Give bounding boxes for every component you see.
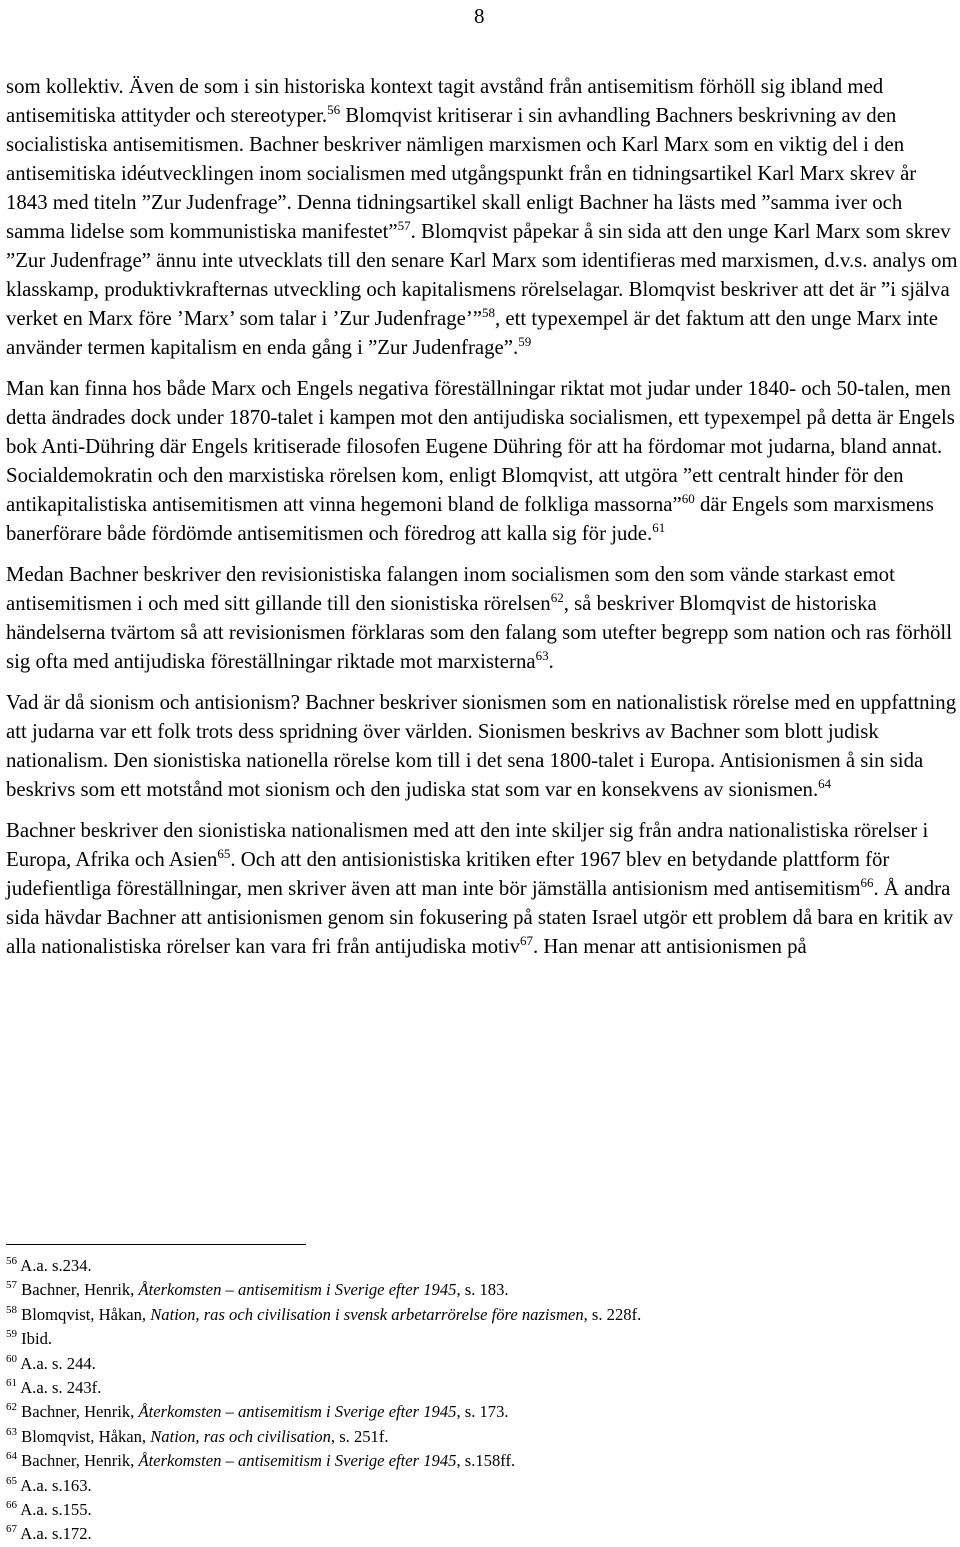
footnote-title: Nation, ras och civilisation i svensk arbetarrörelse före nazismen xyxy=(150,1304,584,1324)
footnote-reference: 66 xyxy=(860,875,874,890)
paragraph-text: Vad är då sionism och antisionism? Bachner beskriver sionismen som en nationalistisk rörelse med en uppfattning att judarna var ett folk trots dess spridning över världen. Sionismen beskrivs av Bachner som blott judisk nationalism. Den sionistiska nationella rörelse kom till i det sena 1800-talet i Europa. Antisionismen å sin sida beskrivs som ett motstånd mot sionism och den judiska stat som var en konsekvens av sionismen. xyxy=(6,691,957,801)
footnote-text: , s.158ff. xyxy=(456,1451,516,1471)
footnote xyxy=(6,1327,956,1351)
paragraph xyxy=(6,374,958,548)
paragraph-text: som kollektiv. Även de som i sin historiska kontext tagit avstånd från antisemitism förhöll sig ibland med antisemitiska attityder och stereotyper. xyxy=(6,75,884,127)
footnote-text: A.a. s.155. xyxy=(17,1500,92,1520)
footnote-reference: 60 xyxy=(681,491,695,506)
footnote-reference: 57 xyxy=(397,218,411,233)
footnote-reference: 59 xyxy=(518,334,532,349)
footnote-text: A.a. s.172. xyxy=(17,1524,92,1544)
footnote xyxy=(6,1400,956,1424)
footnote-number: 62 xyxy=(6,1401,17,1414)
footnote-reference: 67 xyxy=(519,933,533,948)
page-number: 8 xyxy=(474,4,485,28)
footnote xyxy=(6,1498,956,1522)
footnote-reference: 56 xyxy=(327,102,341,117)
footnote xyxy=(6,1522,956,1546)
footnote-text: , s. 251f. xyxy=(330,1426,389,1446)
footnote-text: A.a. s. 243f. xyxy=(17,1378,102,1398)
footnote xyxy=(6,1449,956,1473)
footnote xyxy=(6,1425,956,1449)
footnote-number: 66 xyxy=(6,1499,17,1512)
footnote xyxy=(6,1278,956,1302)
footnote-reference: 62 xyxy=(550,590,564,605)
paragraph-text: Blomqvist kritiserar i sin avhandling Bachners beskrivning av den socialistiska antisemitismen. Bachner beskriver nämligen marxismen och Karl Marx som en viktig del i den antisemitiska idéutvecklingen inom socialismen med utgångspunkt från en tidningsartikel Karl Marx skrev år 1843 med titeln ”Zur Judenfrage”. Denna tidningsartikel skall enligt Bachner ha lästs med ”samma iver och samma lidelse som kommunistiska manifestet” xyxy=(6,104,917,243)
footnotes xyxy=(6,1254,956,1547)
paragraph-text: . Han menar att antisionismen på xyxy=(532,935,807,958)
footnote-text: Ibid. xyxy=(17,1329,53,1349)
paragraph xyxy=(6,816,958,961)
paragraph-text: . xyxy=(548,650,554,673)
footnote-number: 67 xyxy=(6,1523,17,1536)
footnote-text: Bachner, Henrik, xyxy=(17,1402,139,1422)
footnote-text: , s. 173. xyxy=(456,1402,509,1422)
footnote-text: A.a. s.234. xyxy=(17,1256,92,1275)
footnote-number: 60 xyxy=(6,1352,17,1365)
footnote-reference: 58 xyxy=(482,305,495,320)
paragraph-text: , ett typexempel är det faktum att den unge Marx inte använder termen kapitalism en enda gång i ”Zur Judenfrage”. xyxy=(6,307,938,359)
footnote-text: Blomqvist, Håkan, xyxy=(17,1304,151,1324)
footnote-text: Blomqvist, Håkan, xyxy=(17,1426,151,1446)
paragraph-text: Medan Bachner beskriver den revisionistiska falangen inom socialismen som den som vände starkast emot antisemitismen i och med sitt gillande till den sionistiska rörelsen xyxy=(6,563,895,615)
footnote-title: Återkomsten – antisemitism i Sverige efter 1945 xyxy=(138,1402,457,1422)
paragraph-text: Man kan finna hos både Marx och Engels negativa föreställningar riktat mot judar under 1840- och 50-talen, men detta ändrades dock under 1870-talet i kampen mot den antijudiska socialismen, ett typexempel på detta är Engels bok Anti-Dühring där Engels kritiserade filosofen Eugene Dühring för att ha fördomar mot judarna, bland annat. Socialdemokratin och den marxistiska rörelsen kom, enligt Blomqvist, att utgöra ”ett centralt hinder för den antikapitalistiska antisemitismen att vinna hegemoni bland de folkliga massorna” xyxy=(6,377,955,516)
paragraph xyxy=(6,72,958,362)
footnote-text: Bachner, Henrik, xyxy=(17,1451,139,1471)
footnote xyxy=(6,1474,956,1498)
footnote-number: 58 xyxy=(6,1303,17,1316)
footnote-reference: 61 xyxy=(652,520,666,535)
footnote xyxy=(6,1352,956,1376)
paragraph-text: Bachner beskriver den sionistiska nationalismen med att den inte skiljer sig från andra nationalistiska rörelser i Europa, Afrika och Asien xyxy=(6,819,929,871)
footnote xyxy=(6,1254,956,1278)
footnote-reference: 64 xyxy=(818,776,832,791)
footnote-number: 56 xyxy=(6,1255,17,1267)
body-text xyxy=(6,72,958,973)
paragraph xyxy=(6,688,958,804)
footnote-number: 63 xyxy=(6,1425,17,1438)
footnote xyxy=(6,1303,956,1327)
footnote-reference: 63 xyxy=(535,648,549,663)
footnote-number: 64 xyxy=(6,1450,17,1463)
footnote-number: 59 xyxy=(6,1328,17,1341)
paragraph-text: . Å andra sida hävdar Bachner att antisionismen genom sin fokusering på staten Israel utgör ett problem då bara en kritik av alla nationalistiska rörelser kan vara fri från antijudiska motiv xyxy=(6,877,954,958)
paragraph xyxy=(6,560,958,676)
paragraph-text: . Och att den antisionistiska kritiken efter 1967 blev en betydande plattform för judefientliga föreställningar, men skriver även att man inte bör jämställa antisionism med antisemitism xyxy=(6,848,890,900)
footnote-number: 65 xyxy=(6,1474,17,1487)
paragraph-text: , så beskriver Blomqvist de historiska händelserna tvärtom så att revisionismen förklaras som den falang som utefter begrepp som nation och ras förhöll sig ofta med antijudiska föreställningar riktade mot marxisterna xyxy=(6,592,952,673)
footnote-separator xyxy=(6,1244,306,1245)
footnote-title: Nation, ras och civilisation xyxy=(150,1426,331,1446)
footnote-title: Återkomsten – antisemitism i Sverige efter 1945 xyxy=(138,1280,457,1300)
footnote-text: , s. 183. xyxy=(456,1280,509,1300)
footnote-number: 57 xyxy=(6,1279,17,1292)
paragraph-text: där Engels som marxismens banerförare både fördömde antisemitismen och föredrog att kalla sig för jude. xyxy=(6,493,934,545)
footnote-text: A.a. s.163. xyxy=(17,1475,92,1495)
footnote xyxy=(6,1376,956,1400)
footnote-text: Bachner, Henrik, xyxy=(17,1280,139,1300)
footnote-number: 61 xyxy=(6,1377,17,1390)
footnote-text: , s. 228f. xyxy=(583,1304,642,1324)
footnote-title: Återkomsten – antisemitism i Sverige efter 1945 xyxy=(138,1451,457,1471)
paragraph-text: . Blomqvist påpekar å sin sida att den unge Karl Marx som skrev ”Zur Judenfrage” ännu inte utvecklats till den senare Karl Marx som identifieras med marxismen, d.v.s. analys om klasskamp, produktivkrafternas utveckling och kapitalismens rörelselagar. Blomqvist beskriver att det är ”i själva verket en Marx före ’Marx’ som talar i ’Zur Judenfrage’” xyxy=(6,220,958,330)
footnote-text: A.a. s. 244. xyxy=(17,1353,96,1373)
footnote-reference: 65 xyxy=(217,846,231,861)
